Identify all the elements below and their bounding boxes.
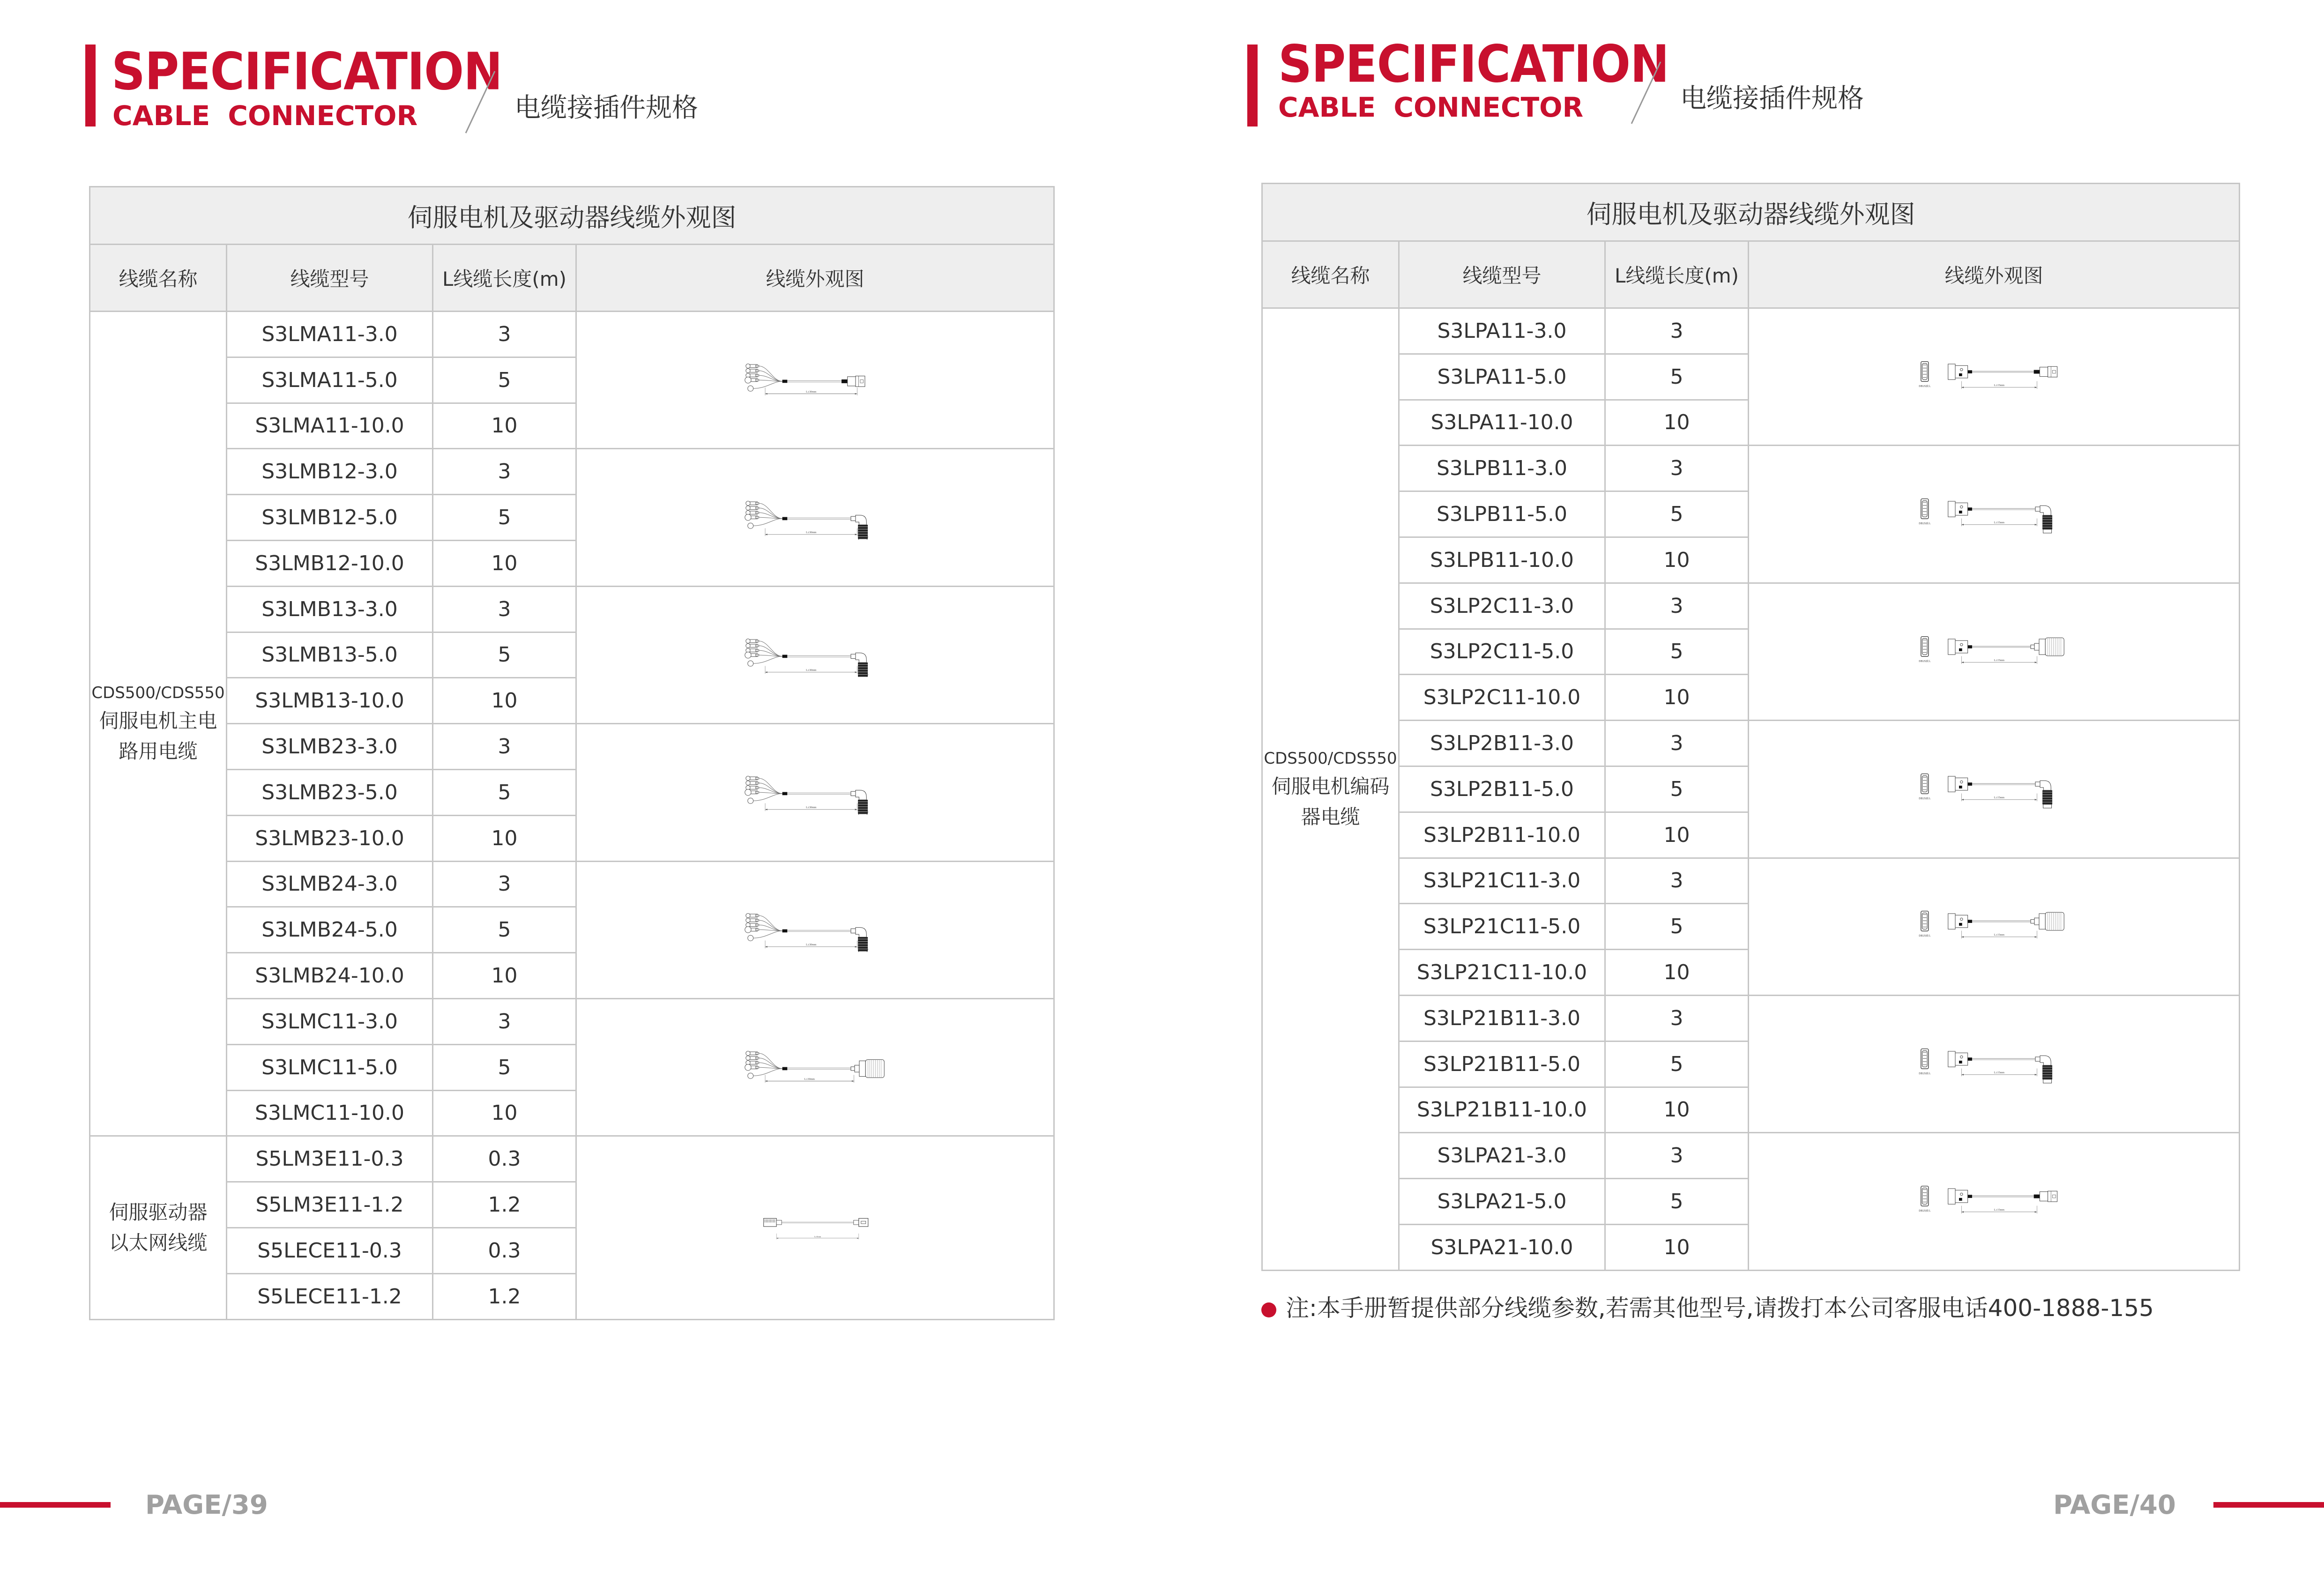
cable-length-cell: 10 xyxy=(1605,1224,1749,1270)
length-dimension-label: L±30mm xyxy=(806,390,817,394)
cable-length-cell: 10 xyxy=(433,1090,576,1136)
cable-drawing-enc-angle xyxy=(1749,767,2239,811)
db15-label: DB15插头 xyxy=(1919,1072,1931,1075)
cable-length-cell: 3 xyxy=(433,861,576,907)
cable-model-cell: S3LMB24-3.0 xyxy=(227,861,433,907)
cable-length-cell: 10 xyxy=(1605,1087,1749,1133)
bullet-dot-icon xyxy=(1261,1302,1276,1317)
cable-drawing-cell xyxy=(576,861,1054,998)
cable-drawing-cell xyxy=(1749,721,2240,858)
cable-model-cell: S3LPA11-3.0 xyxy=(1399,308,1605,354)
length-dimension-label: L±15mm xyxy=(1994,934,2004,937)
table-row xyxy=(1262,308,2240,354)
db15-label: DB15插头 xyxy=(1919,1210,1931,1213)
cable-drawing-enc-straight xyxy=(1749,355,2239,399)
cable-drawing-cell xyxy=(576,998,1054,1136)
cable-model-cell: S3LMB12-5.0 xyxy=(227,495,433,541)
cable-model-cell: S3LMB23-3.0 xyxy=(227,724,433,770)
cable-length-cell: 3 xyxy=(433,724,576,770)
table-row xyxy=(1262,721,2240,766)
column-header-length: L线缆长度(m) xyxy=(1605,241,1749,308)
cable-spec-table xyxy=(89,186,1055,1320)
length-dimension-label: L±30mm xyxy=(806,669,817,672)
header-divider-slash xyxy=(464,69,497,135)
length-dimension-label: L±15mm xyxy=(1994,384,2004,387)
column-header-name: 线缆名称 xyxy=(1262,241,1399,308)
column-header-length: L线缆长度(m) xyxy=(433,245,576,312)
header-title: SPECIFICATION xyxy=(112,41,502,102)
cable-spec-table xyxy=(1261,183,2240,1271)
cable-model-cell: S3LP21C11-10.0 xyxy=(1399,950,1605,996)
cable-model-cell: S3LPA21-10.0 xyxy=(1399,1224,1605,1270)
table-row xyxy=(1262,583,2240,629)
table-row xyxy=(1262,446,2240,491)
cable-length-cell: 10 xyxy=(433,815,576,861)
cable-length-cell: 5 xyxy=(1605,1041,1749,1087)
cable-model-cell: S3LMC11-3.0 xyxy=(227,998,433,1044)
cable-model-cell: S3LPB11-3.0 xyxy=(1399,446,1605,491)
cable-length-cell: 3 xyxy=(433,312,576,357)
cable-length-cell: 5 xyxy=(433,495,576,541)
cable-length-cell: 0.3 xyxy=(433,1136,576,1182)
cable-name-cell xyxy=(90,1136,227,1319)
length-dimension-label: L±30mm xyxy=(806,531,817,535)
footer-accent-line xyxy=(0,1502,111,1508)
cable-drawing-power-round xyxy=(577,1045,1053,1090)
cable-drawing-enc-round xyxy=(1749,904,2239,949)
length-dimension-label: L±30mm xyxy=(806,944,817,947)
table-row xyxy=(90,586,1054,632)
cable-drawing-cell xyxy=(576,586,1054,723)
cable-length-cell: 5 xyxy=(1605,354,1749,400)
cable-length-cell: 5 xyxy=(1605,629,1749,675)
cable-drawing-power-straight xyxy=(577,358,1053,402)
cable-name-line: CDS500/CDS550 xyxy=(91,684,225,703)
cable-drawing-enc-angle xyxy=(1749,492,2239,536)
cable-length-cell: 10 xyxy=(1605,400,1749,446)
cable-name-line: 以太网线缆 xyxy=(109,1231,208,1255)
cable-drawing-cell xyxy=(1749,308,2240,446)
cable-length-cell: 10 xyxy=(433,403,576,449)
cable-length-cell: 10 xyxy=(433,953,576,999)
cable-length-cell: 5 xyxy=(433,769,576,815)
cable-drawing-enc-angle xyxy=(1749,1042,2239,1086)
cable-length-cell: 5 xyxy=(433,357,576,403)
cable-model-cell: S3LPA21-5.0 xyxy=(1399,1179,1605,1225)
cable-model-cell: S3LP21B11-3.0 xyxy=(1399,995,1605,1041)
header-subtitle: CABLE CONNECTOR xyxy=(112,100,418,132)
cable-length-cell: 3 xyxy=(1605,308,1749,354)
cable-length-cell: 3 xyxy=(1605,446,1749,491)
column-header-model: 线缆型号 xyxy=(227,245,433,312)
cable-name-line: 伺服电机编码 xyxy=(1271,774,1390,798)
cable-model-cell: S3LMB13-3.0 xyxy=(227,586,433,632)
cable-model-cell: S3LMB12-3.0 xyxy=(227,449,433,495)
cable-drawing-cell xyxy=(1749,858,2240,995)
length-dimension-label: L±30mm xyxy=(804,1078,815,1081)
cable-model-cell: S3LP2B11-10.0 xyxy=(1399,812,1605,858)
cable-length-cell: 5 xyxy=(1605,1179,1749,1225)
footer-accent-line xyxy=(2213,1502,2324,1508)
svg-text:A: A xyxy=(866,948,869,951)
cable-drawing-cell xyxy=(576,1136,1054,1319)
cable-model-cell: S3LMC11-10.0 xyxy=(227,1090,433,1136)
cable-length-cell: 1.2 xyxy=(433,1182,576,1228)
length-dimension-label: L±15mm xyxy=(1994,659,2004,662)
header-title-cn: 电缆接插件规格 xyxy=(1680,83,1864,114)
table-row xyxy=(90,724,1054,770)
table-row xyxy=(1262,1133,2240,1179)
cable-drawing-enc-straight xyxy=(1749,1179,2239,1224)
footnote xyxy=(1261,1289,2154,1323)
cable-length-cell: 3 xyxy=(1605,583,1749,629)
cable-length-cell: 3 xyxy=(433,998,576,1044)
header-accent-bar xyxy=(1247,45,1258,126)
cable-model-cell: S3LP2C11-3.0 xyxy=(1399,583,1605,629)
cable-model-cell: S5LM3E11-1.2 xyxy=(227,1182,433,1228)
cable-length-cell: 3 xyxy=(1605,858,1749,904)
header-title-cn: 电缆接插件规格 xyxy=(514,93,698,123)
cable-name-line: CDS500/CDS550 xyxy=(1264,749,1397,768)
cable-length-cell: 1.2 xyxy=(433,1273,576,1319)
cable-drawing-cell xyxy=(576,312,1054,449)
length-dimension-label: L±5mm xyxy=(814,1235,821,1238)
cable-length-cell: 10 xyxy=(1605,950,1749,996)
db15-label: DB15插头 xyxy=(1919,797,1931,801)
table-row xyxy=(1262,995,2240,1041)
cable-drawing-cell xyxy=(1749,446,2240,583)
cable-model-cell: S5LM3E11-0.3 xyxy=(227,1136,433,1182)
cable-length-cell: 3 xyxy=(1605,1133,1749,1179)
footnote-text: 注:本手册暂提供部分线缆参数,若需其他型号,请拨打本公司客服电话400-1888-155 xyxy=(1286,1294,2154,1322)
cable-model-cell: S3LP21C11-5.0 xyxy=(1399,904,1605,950)
cable-drawing-power-angle xyxy=(577,633,1053,677)
cable-model-cell: S3LP21B11-5.0 xyxy=(1399,1041,1605,1087)
cable-length-cell: 10 xyxy=(433,678,576,724)
column-header-name: 线缆名称 xyxy=(90,245,227,312)
cable-model-cell: S3LMB13-10.0 xyxy=(227,678,433,724)
column-header-model: 线缆型号 xyxy=(1399,241,1605,308)
table-row xyxy=(90,312,1054,357)
cable-drawing-cell xyxy=(576,724,1054,861)
cable-length-cell: 10 xyxy=(1605,537,1749,583)
length-dimension-label: L±15mm xyxy=(1994,1071,2004,1074)
db15-label: DB15插头 xyxy=(1919,522,1931,526)
cable-drawing-cell xyxy=(1749,1133,2240,1270)
svg-text:A: A xyxy=(866,811,869,813)
table-row xyxy=(90,449,1054,495)
cable-model-cell: S5LECE11-1.2 xyxy=(227,1273,433,1319)
cable-model-cell: S3LP2C11-5.0 xyxy=(1399,629,1605,675)
cable-model-cell: S3LMB24-10.0 xyxy=(227,953,433,999)
cable-model-cell: S3LP2B11-3.0 xyxy=(1399,721,1605,766)
cable-length-cell: 5 xyxy=(1605,491,1749,537)
column-header-drawing: 线缆外观图 xyxy=(576,245,1054,312)
page-number: PAGE/40 xyxy=(2053,1490,2176,1520)
length-dimension-label: L±15mm xyxy=(1994,1209,2004,1212)
cable-length-cell: 5 xyxy=(1605,904,1749,950)
db15-label: DB15插头 xyxy=(1919,660,1931,663)
cable-drawing-power-angle xyxy=(577,495,1053,540)
cable-model-cell: S3LPA21-3.0 xyxy=(1399,1133,1605,1179)
cable-length-cell: 3 xyxy=(433,586,576,632)
cable-name-cell xyxy=(90,312,227,1136)
cable-length-cell: 5 xyxy=(1605,766,1749,812)
table-row xyxy=(90,861,1054,907)
cable-model-cell: S3LMA11-3.0 xyxy=(227,312,433,357)
cable-length-cell: 10 xyxy=(1605,675,1749,721)
table-title: 伺服电机及驱动器线缆外观图 xyxy=(1262,184,2240,241)
cable-model-cell: S5LECE11-0.3 xyxy=(227,1227,433,1273)
cable-drawing-ethernet xyxy=(577,1205,1053,1250)
cable-length-cell: 3 xyxy=(433,449,576,495)
cable-name-cell xyxy=(1262,308,1399,1271)
cable-model-cell: S3LMA11-5.0 xyxy=(227,357,433,403)
cable-length-cell: 0.3 xyxy=(433,1227,576,1273)
svg-text:A: A xyxy=(866,536,869,538)
column-header-drawing: 线缆外观图 xyxy=(1749,241,2240,308)
cable-model-cell: S3LMB13-5.0 xyxy=(227,632,433,678)
length-dimension-label: L±30mm xyxy=(806,806,817,810)
cable-model-cell: S3LMB12-10.0 xyxy=(227,540,433,586)
svg-text:A: A xyxy=(866,673,869,676)
cable-drawing-power-angle xyxy=(577,770,1053,815)
cable-model-cell: S3LPA11-5.0 xyxy=(1399,354,1605,400)
table-title: 伺服电机及驱动器线缆外观图 xyxy=(90,187,1054,245)
header-subtitle: CABLE CONNECTOR xyxy=(1278,91,1584,123)
header-divider-slash xyxy=(1630,60,1662,126)
header-title: SPECIFICATION xyxy=(1278,34,1669,94)
cable-drawing-cell xyxy=(1749,583,2240,720)
table-row xyxy=(90,1136,1054,1182)
cable-model-cell: S3LMB23-10.0 xyxy=(227,815,433,861)
cable-length-cell: 10 xyxy=(433,540,576,586)
cable-model-cell: S3LP2C11-10.0 xyxy=(1399,675,1605,721)
cable-model-cell: S3LMB24-5.0 xyxy=(227,907,433,953)
cable-model-cell: S3LP21C11-3.0 xyxy=(1399,858,1605,904)
cable-model-cell: S3LPA11-10.0 xyxy=(1399,400,1605,446)
cable-drawing-cell xyxy=(1749,995,2240,1132)
cable-model-cell: S3LP2B11-5.0 xyxy=(1399,766,1605,812)
table-row xyxy=(1262,858,2240,904)
page-right xyxy=(1162,0,2324,1577)
cable-drawing-cell xyxy=(576,449,1054,586)
cable-drawing-enc-round xyxy=(1749,630,2239,674)
table-row xyxy=(90,998,1054,1044)
cable-model-cell: S3LMA11-10.0 xyxy=(227,403,433,449)
db15-label: DB15插头 xyxy=(1919,935,1931,938)
cable-length-cell: 5 xyxy=(433,632,576,678)
cable-length-cell: 5 xyxy=(433,1044,576,1090)
cable-drawing-power-angle xyxy=(577,908,1053,952)
cable-model-cell: S3LPB11-10.0 xyxy=(1399,537,1605,583)
page-number: PAGE/39 xyxy=(145,1490,268,1520)
cable-model-cell: S3LP21B11-10.0 xyxy=(1399,1087,1605,1133)
length-dimension-label: L±15mm xyxy=(1994,521,2004,525)
length-dimension-label: L±15mm xyxy=(1994,796,2004,800)
cable-length-cell: 10 xyxy=(1605,812,1749,858)
cable-model-cell: S3LPB11-5.0 xyxy=(1399,491,1605,537)
db15-label: DB15插头 xyxy=(1919,385,1931,388)
cable-name-line: 路用电缆 xyxy=(119,740,198,763)
header-accent-bar xyxy=(85,45,96,126)
cable-length-cell: 3 xyxy=(1605,995,1749,1041)
cable-model-cell: S3LMC11-5.0 xyxy=(227,1044,433,1090)
cable-model-cell: S3LMB23-5.0 xyxy=(227,769,433,815)
cable-length-cell: 3 xyxy=(1605,721,1749,766)
cable-name-line: 伺服电机主电 xyxy=(99,709,217,732)
cable-name-line: 器电缆 xyxy=(1301,805,1360,828)
cable-name-line: 伺服驱动器 xyxy=(109,1201,208,1224)
cable-length-cell: 5 xyxy=(433,907,576,953)
